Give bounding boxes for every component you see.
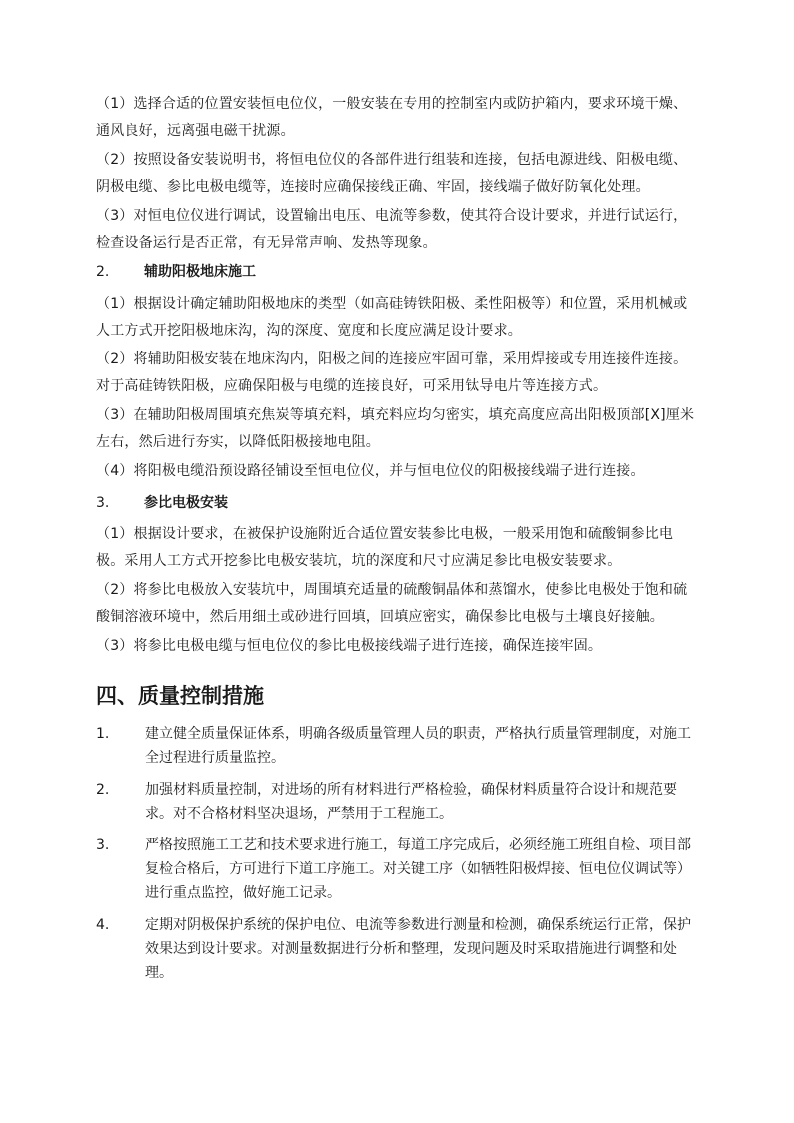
paragraph-install-potentiostat-location: （1）选择合适的位置安装恒电位仪，一般安装在专用的控制室内或防护箱内，要求环境干燥、通风良好，远离强电磁干扰源。 bbox=[96, 96, 688, 139]
paragraph-anode-install: （2）将辅助阳极安装在地床沟内，阳极之间的连接应牢固可靠，采用焊接或专用连接件连接。对于高硅铸铁阳极，应确保阳极与电缆的连接良好，可采用钛导电片等连接方式。 bbox=[96, 351, 688, 394]
subheading-title: 参比电极安装 bbox=[144, 495, 228, 511]
section-heading-quality-control: 四、质量控制措施 bbox=[96, 684, 264, 708]
paragraph-assemble-potentiostat: （2）按照设备安装说明书，将恒电位仪的各部件进行组装和连接，包括电源进线、阳极电缆、阴极电缆、参比电极电缆等，连接时应确保接线正确、牢固，接线端子做好防氧化处理。 bbox=[96, 152, 688, 195]
paragraph-anode-backfill: （3）在辅助阳极周围填充焦炭等填充料，填充料应均匀密实，填充高度应高出阳极顶部[X]厘米左右，然后进行夯实，以降低阳极接地电阻。 bbox=[96, 407, 695, 450]
list-item-text: 加强材料质量控制，对进场的所有材料进行严格检验，确保材料质量符合设计和规范要求。对不合格材料坚决退场，严禁用于工程施工。 bbox=[145, 782, 677, 822]
subheading-number: 3. bbox=[96, 495, 110, 511]
subheading-number: 2. bbox=[96, 264, 110, 280]
paragraph-reference-electrode-cable: （3）将参比电极电缆与恒电位仪的参比电极接线端子进行连接，确保连接牢固。 bbox=[96, 638, 603, 654]
paragraph-reference-electrode-site: （1）根据设计要求，在被保护设施附近合适位置安装参比电极，一般采用饱和硫酸铜参比电极。采用人工方式开挖参比电极安装坑，坑的深度和尺寸应满足参比电极安装要求。 bbox=[96, 526, 674, 569]
subheading-title: 辅助阳极地床施工 bbox=[144, 264, 256, 280]
list-item-text: 建立健全质量保证体系，明确各级质量管理人员的职责，严格执行质量管理制度，对施工全过程进行质量监控。 bbox=[145, 726, 691, 766]
paragraph-anode-cable: （4）将阳极电缆沿预设路径铺设至恒电位仪，并与恒电位仪的阳极接线端子进行连接。 bbox=[96, 463, 645, 479]
list-item-number: 4. bbox=[96, 917, 110, 933]
list-item-text: 定期对阴极保护系统的保护电位、电流等参数进行测量和检测，确保系统运行正常，保护效果达到设计要求。对测量数据进行分析和整理，发现问题及时采取措施进行调整和处理。 bbox=[145, 917, 691, 981]
subheading-auxiliary-anode bbox=[96, 259, 256, 286]
list-item-number: 3. bbox=[96, 837, 110, 853]
list-item-number: 1. bbox=[96, 726, 110, 742]
paragraph-anode-bed-type: （1）根据设计确定辅助阳极地床的类型（如高硅铸铁阳极、柔性阳极等）和位置，采用机械或人工方式开挖阳极地床沟，沟的深度、宽度和长度应满足设计要求。 bbox=[96, 296, 688, 339]
paragraph-debug-potentiostat: （3）对恒电位仪进行调试，设置输出电压、电流等参数，使其符合设计要求，并进行试运行，检查设备运行是否正常，有无异常声响、发热等现象。 bbox=[96, 208, 688, 251]
subheading-reference-electrode bbox=[96, 490, 228, 517]
paragraph-reference-electrode-backfill: （2）将参比电极放入安装坑中，周围填充适量的硫酸铜晶体和蒸馏水，使参比电极处于饱和硫酸铜溶液环境中，然后用细土或砂进行回填，回填应密实，确保参比电极与土壤良好接触。 bbox=[96, 582, 688, 625]
list-item-number: 2. bbox=[96, 782, 110, 798]
list-item-text: 严格按照施工工艺和技术要求进行施工，每道工序完成后，必须经施工班组自检、项目部复检合格后，方可进行下道工序施工。对关键工序（如牺牲阳极焊接、恒电位仪调试等）进行重点监控，做好施工记录。 bbox=[145, 837, 691, 901]
